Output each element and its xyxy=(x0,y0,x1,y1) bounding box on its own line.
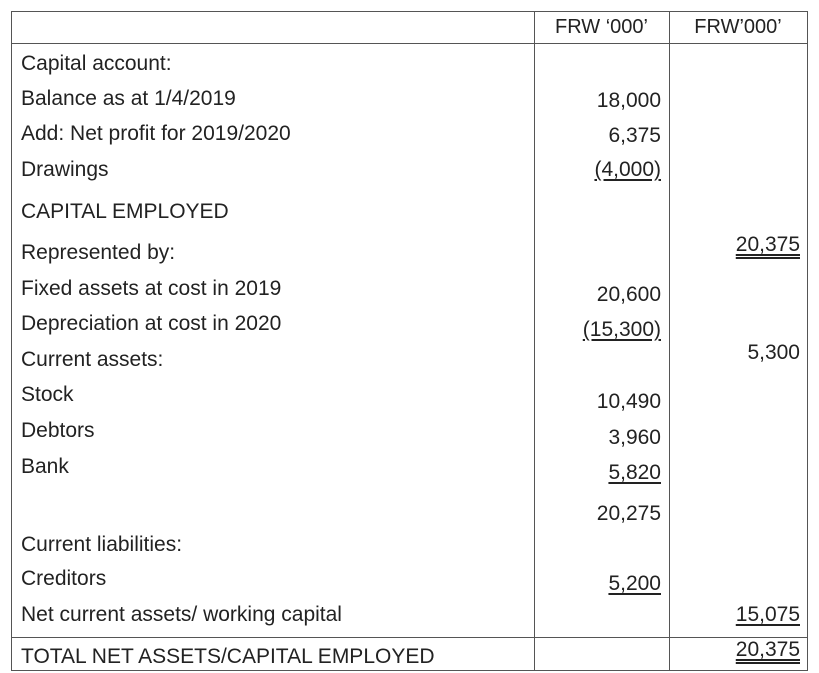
value-bank: 5,820 xyxy=(608,461,661,484)
column-divider-1 xyxy=(534,12,535,670)
value-current-assets-total: 20,275 xyxy=(596,502,661,525)
value-fixed-assets: 20,600 xyxy=(596,283,661,306)
balance-sheet-table xyxy=(11,11,808,671)
label-current-assets: Current assets: xyxy=(21,348,164,371)
label-current-liabilities: Current liabilities: xyxy=(21,533,183,556)
total-divider xyxy=(12,637,807,638)
label-capital-account: Capital account: xyxy=(21,52,172,75)
label-fixed-assets: Fixed assets at cost in 2019 xyxy=(21,277,282,300)
label-represented-by: Represented by: xyxy=(21,241,176,264)
header-frw-000-col1: FRW ‘000’ xyxy=(555,16,648,38)
label-drawings: Drawings xyxy=(21,158,109,181)
value-net-profit: 6,375 xyxy=(608,124,661,147)
label-bank: Bank xyxy=(21,455,69,478)
value-net-fixed-assets: 5,300 xyxy=(747,341,800,364)
label-net-current-assets: Net current assets/ working capital xyxy=(21,603,342,626)
value-debtors: 3,960 xyxy=(608,426,661,449)
value-balance: 18,000 xyxy=(596,89,661,112)
header-divider xyxy=(12,43,807,44)
value-total-net-assets: 20,375 xyxy=(735,638,800,661)
label-total-net-assets: TOTAL NET ASSETS/CAPITAL EMPLOYED xyxy=(21,645,435,668)
value-drawings: (4,000) xyxy=(594,158,661,181)
label-capital-employed: CAPITAL EMPLOYED xyxy=(21,200,229,223)
column-divider-2 xyxy=(669,12,670,670)
label-net-profit: Add: Net profit for 2019/2020 xyxy=(21,122,291,145)
value-stock: 10,490 xyxy=(596,390,661,413)
value-capital-employed: 20,375 xyxy=(735,233,800,256)
label-balance: Balance as at 1/4/2019 xyxy=(21,87,236,110)
label-debtors: Debtors xyxy=(21,419,95,442)
label-stock: Stock xyxy=(21,383,74,406)
label-depreciation: Depreciation at cost in 2020 xyxy=(21,312,282,335)
label-creditors: Creditors xyxy=(21,567,107,590)
value-creditors: 5,200 xyxy=(608,572,661,595)
value-net-current-assets: 15,075 xyxy=(735,603,800,626)
header-frw-000-col2: FRW’000’ xyxy=(694,16,782,38)
value-depreciation: (15,300) xyxy=(582,318,661,341)
